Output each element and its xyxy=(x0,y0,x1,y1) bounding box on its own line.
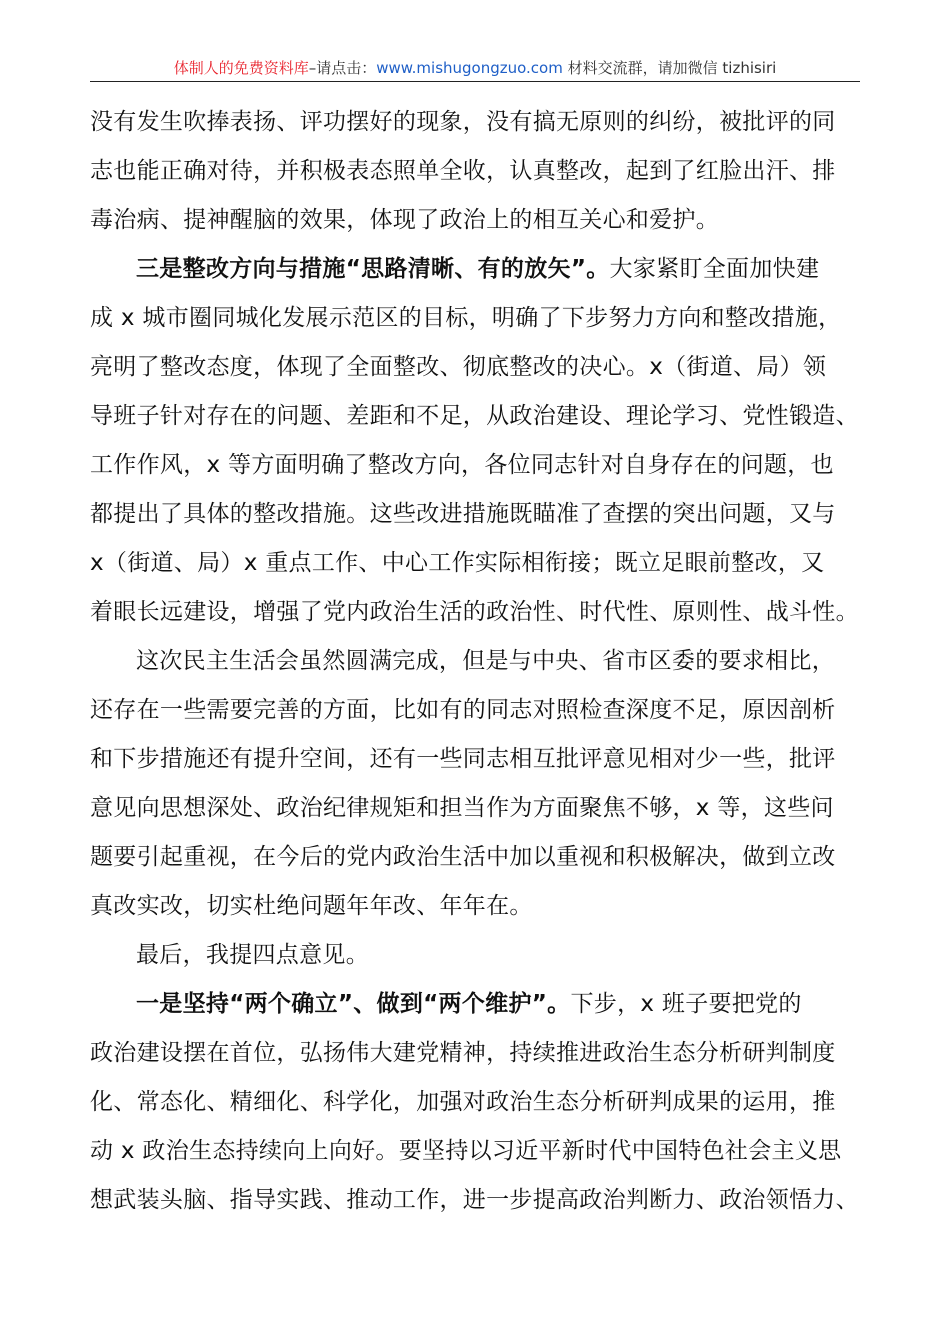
paragraph-shortcomings xyxy=(90,637,862,931)
text-line: 毒治病、提神醒脑的效果，体现了政治上的相互关心和爱护。 xyxy=(90,207,720,233)
paragraph-lead-rest: 大家紧盯全面加快建 xyxy=(609,256,820,282)
text-line: 导班子针对存在的问题、差距和不足，从政治建设、理论学习、党性锻造、 xyxy=(90,403,859,429)
text-line xyxy=(90,245,862,294)
text-line: 和下步措施还有提升空间，还有一些同志相互批评意见相对少一些，批评 xyxy=(90,746,836,772)
paragraph-lead-heading: 三是整改方向与措施“思路清晰、有的放矢”。 xyxy=(136,256,610,282)
text-line: x（街道、局）x 重点工作、中心工作实际相衔接；既立足眼前整改，又 xyxy=(90,550,825,576)
text-line: 亮明了整改态度，体现了全面整改、彻底整改的决心。x（街道、局）领 xyxy=(90,354,827,380)
text-line: 最后，我提四点意见。 xyxy=(136,942,369,968)
paragraph-four-opinions xyxy=(90,931,862,980)
header-prompt: –请点击： xyxy=(308,59,377,77)
text-line: 没有发生吹捧表扬、评功摆好的现象，没有搞无原则的纠纷，被批评的同 xyxy=(90,109,836,135)
text-line xyxy=(90,980,862,1029)
header-site-name: 体制人的免费资料库 xyxy=(173,59,309,77)
page-header xyxy=(90,58,860,78)
document-body xyxy=(90,98,862,1225)
paragraph-two-establishments xyxy=(90,980,862,1225)
text-line: 成 x 城市圈同城化发展示范区的目标，明确了下步努力方向和整改措施， xyxy=(90,305,842,331)
text-line: 工作作风，x 等方面明确了整改方向，各位同志针对自身存在的问题，也 xyxy=(90,452,834,478)
text-line: 题要引起重视，在今后的党内政治生活中加以重视和积极解决，做到立改 xyxy=(90,844,836,870)
header-url-link[interactable]: www.mishugongzuo.com xyxy=(376,59,563,77)
text-line: 着眼长远建设，增强了党内政治生活的政治性、时代性、原则性、战斗性。 xyxy=(90,599,859,625)
text-line: 都提出了具体的整改措施。这些改进措施既瞄准了查摆的突出问题，又与 xyxy=(90,501,836,527)
paragraph-rectification-direction xyxy=(90,245,862,637)
text-line: 政治建设摆在首位，弘扬伟大建党精神，持续推进政治生态分析研判制度 xyxy=(90,1040,836,1066)
text-line: 这次民主生活会虽然圆满完成，但是与中央、省市区委的要求相比， xyxy=(136,648,835,674)
text-line: 动 x 政治生态持续向上向好。要坚持以习近平新时代中国特色社会主义思 xyxy=(90,1138,842,1164)
paragraph-continued xyxy=(90,98,862,245)
text-line: 化、常态化、精细化、科学化，加强对政治生态分析研判成果的运用，推 xyxy=(90,1089,836,1115)
text-line: 真改实改，切实杜绝问题年年改、年年在。 xyxy=(90,893,533,919)
text-line: 意见向思想深处、政治纪律规矩和担当作为方面聚焦不够，x 等，这些问 xyxy=(90,795,834,821)
text-line: 想武装头脑、指导实践、推动工作，进一步提高政治判断力、政治领悟力、 xyxy=(90,1187,859,1213)
paragraph-lead-rest: 下步，x 班子要把党的 xyxy=(570,991,802,1017)
header-wechat-note: 材料交流群，请加微信 tizhisiri xyxy=(562,59,777,77)
paragraph-lead-heading: 一是坚持“两个确立”、做到“两个维护”。 xyxy=(136,991,571,1017)
header-divider xyxy=(90,81,860,82)
text-line: 还存在一些需要完善的方面，比如有的同志对照检查深度不足，原因剖析 xyxy=(90,697,836,723)
text-line: 志也能正确对待，并积极表态照单全收，认真整改，起到了红脸出汗、排 xyxy=(90,158,836,184)
